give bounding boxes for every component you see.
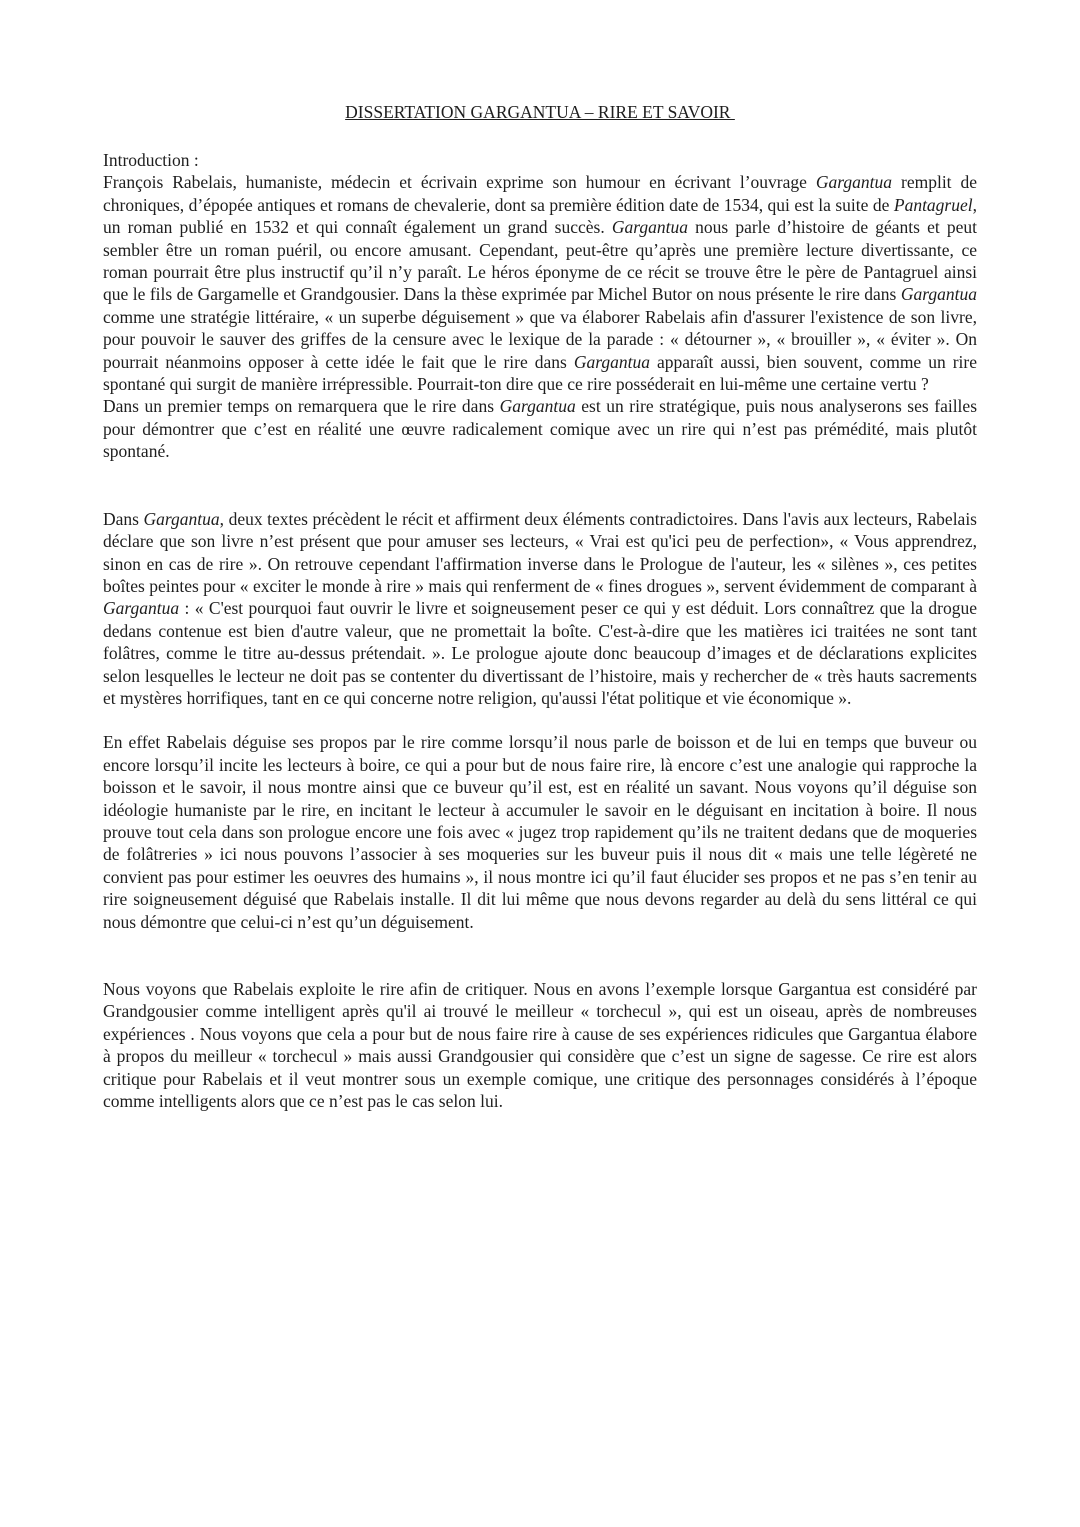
document-body — [103, 149, 977, 1112]
text-run: : « C'est pourquoi faut ouvrir le livre et soigneusement peser ce qui y est déduit. Lors connaîtrez que la drogue dedans contenue est bien d'autre valeur, que ne promettait la boîte. C'est-à-dire que les matières ici traitées ne sont tant folâtres, comme le titre au-dessus prétendait. ». Le prologue ajoute donc beaucoup d’images et de déclarations explicites selon lesquelles le lecteur ne doit pas se contenter du divertissant de l’histoire, mais y rechercher de « très hauts sacrements et mystères horrifiques, tant en ce qui concerne notre religion, qu'aussi l'état politique et vie économique ». — [103, 598, 977, 708]
intro-heading: Introduction : — [103, 150, 199, 170]
spacer — [103, 463, 977, 508]
paragraph-3 — [103, 978, 977, 1112]
text-run: Nous voyons que Rabelais exploite le rire afin de critiquer. Nous en avons l’exemple lorsque Gargantua est considéré par Grandgousier comme intelligent après qu'il ai trouvé le meilleur « torchecul », qui est un oiseau, après de nombreuses expériences . Nous voyons que cela a pour but de nous faire rire à cause de ses expériences ridicules que Gargantua élabore à propos du meilleur « torchecul » mais aussi Grandgousier qui considère que c’est un signe de sagesse. Ce rire est alors critique pour Rabelais et il veut montrer sous un exemple comique, une critique des personnages considérés à l’époque comme intelligents alors que ce n’est pas le cas selon lui. — [103, 979, 977, 1112]
plan-paragraph — [103, 395, 977, 462]
italic-title-run: Gargantua — [815, 172, 893, 193]
spacer — [103, 933, 977, 978]
text-run: François Rabelais, humaniste, médecin et écrivain exprime son humour en écrivant l’ouvrage — [103, 172, 816, 193]
italic-title-run: Gargantua — [103, 598, 180, 619]
text-run: , deux textes précèdent le récit et affirment deux éléments contradictoires. Dans l'avis aux lecteurs, Rabelais déclare que son livre n’est présent que pour amuser ses lecteurs, « Vrai est qu'ici peu de perfection», « Vous apprendrez, sinon en cas de rire ». On retrouve cependant l'affirmation inverse dans le Prologue de l'auteur, les « silènes », ces petites boîtes peintes pour « exciter le monde à rire » mais qui renferment de « fines drogues », servent évidemment de comparant à — [103, 508, 977, 596]
intro-paragraph — [103, 171, 977, 395]
italic-title-run: Gargantua — [143, 508, 220, 529]
text-run: En effet Rabelais déguise ses propos par le rire comme lorsqu’il nous parle de boisson et de lui en temps que buveur ou encore lorsqu’il incite les lecteurs à boire, ce qui a pour but de nous faire rire, là encore c’est une analogie qui rapproche la boisson et le savoir, il nous montre ainsi que ce buveur qu’il est, est en réalité un savant. Nous voyons qu’il déguise son idéologie humaniste par le rire, en incitant le lecteur à accumuler le savoir en le déguisant en incitation à boire. Il nous prouve tout cela dans son prologue encore une fois avec « jugez trop rapidement qu’ils ne traitent dedans que de moqueries de folâtreries » ici nous pouvons l’associer à ses moqueries sur les buveur puis il nous dit « mais une telle légèreté ne convient pas pour estimer les oeuvres des humains », il nous montre ici qu’il faut élucider ses propos et ne pas s’en tenir au rire soigneusement déguisé que Rabelais installe. Il dit lui même que nous devons regarder au delà du sens littéral ce qui nous démontre que celui-ci n’est qu’un déguisement. — [103, 732, 977, 932]
italic-title-run: Gargantua — [900, 284, 977, 305]
text-run: remplit de chroniques, d’épopée antiques et romans de chevalerie, dont sa première édition date de 1534, qui est la suite de — [103, 172, 978, 215]
text-run: comme une stratégie littéraire, « un superbe déguisement » que va élaborer Rabelais afin d'assurer l'existence de son livre, pour pouvoir le sauver des griffes de la censure avec le lexique de la parade : « détourner », « brouiller », « éviter ». On pourrait néanmoins opposer à cette idée le fait que le rire dans — [103, 306, 977, 372]
text-run: Dans un premier temps on remarquera que le rire dans — [103, 396, 500, 417]
italic-title-run: Gargantua — [499, 396, 576, 417]
paragraph-1 — [103, 508, 977, 710]
paragraph-2 — [103, 731, 977, 933]
spacer — [103, 709, 977, 731]
page-title: DISSERTATION GARGANTUA – RIRE ET SAVOIR — [345, 102, 735, 122]
italic-title-run: Pantagruel — [893, 194, 973, 215]
text-run: apparaît aussi, bien souvent, comme un rire spontané qui surgit de manière irrépressible. Pourrait-ton dire que ce rire posséderait en lui-même une certaine vertu ? — [103, 351, 977, 395]
italic-title-run: Gargantua — [573, 351, 650, 372]
text-run: est un rire stratégique, puis nous analyserons ses failles pour démontrer que c’est en réalité une œuvre radicalement comique avec un rire qui n’est pas prémédité, mais plutôt spontané. — [103, 396, 978, 462]
italic-title-run: Gargantua — [611, 217, 688, 238]
text-run: nous parle d’histoire de géants et peut sembler être un roman puéril, ou encore amusant. Cependant, peut-être qu’après une première lecture divertissante, ce roman pourrait être plus instructif qu’il n’y paraît. Le héros éponyme de ce récit se trouve être le père de Pantagruel ainsi que le fils de Gargamelle et Grandgousier. Dans la thèse exprimée par Michel Butor on nous présente le rire dans — [103, 217, 977, 305]
text-run: , un roman publié en 1532 et qui connaît également un grand succès. — [103, 194, 977, 238]
text-run: Dans — [103, 508, 144, 529]
